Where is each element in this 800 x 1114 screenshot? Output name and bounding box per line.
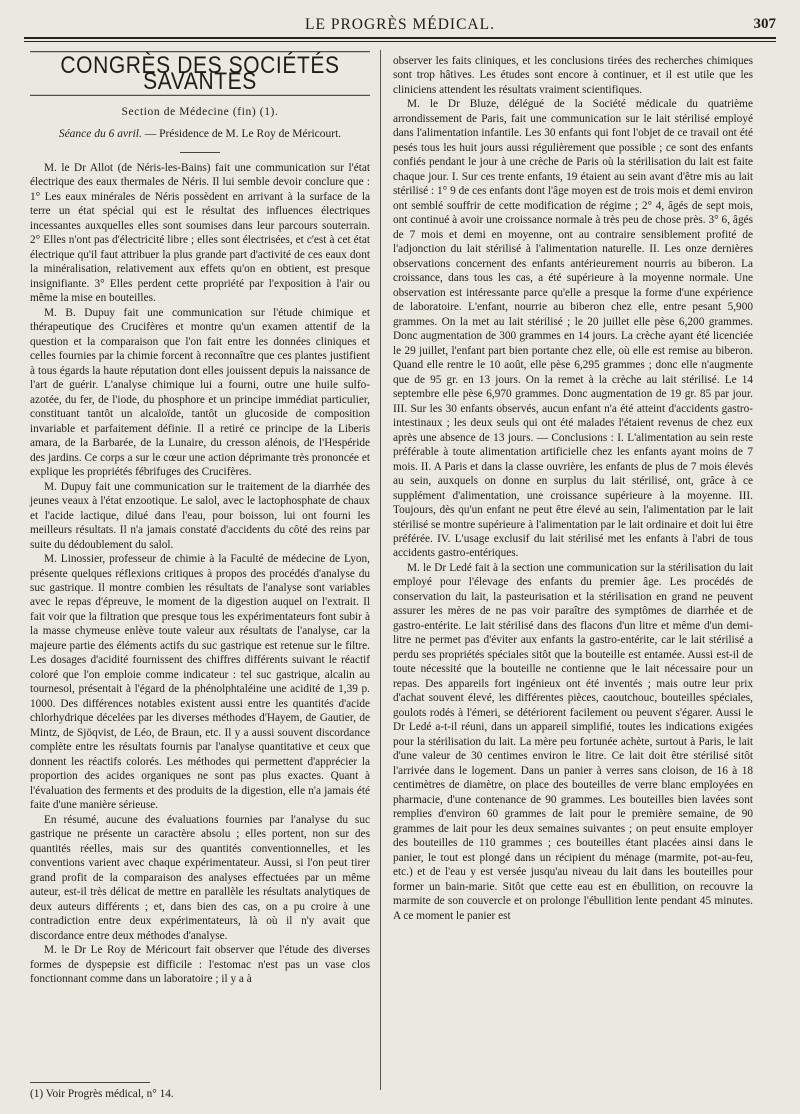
paragraph: En résumé, aucune des évaluations fournies par l'analyse du suc gastrique ne présente un caractère absolu ; elles portent, non sur des quantités réelles, mais sur des quantités conventionnelles, et les conventions varient avec chaque expérimentateur. Aussi, si l'on peut tirer grand profit de la comparaison des analyses effectuées par un même auteur, est-il très délicat de mettre en parallèle les résultats analytiques de deux auteurs différents ; et, dans bien des cas, on a pu croire à une contradiction entre deux expérimentateurs, là où il n'y avait que discordance entre deux méthodes d'analyse. — [30, 813, 370, 942]
paragraph: M. Linossier, professeur de chimie à la Faculté de médecine de Lyon, présente quelques réflexions critiques à propos des procédés d'analyse du suc gastrique. Il montre combien les résultats de l'analyse sont variables avec le repas d'épreuve, le moment de la digestion auquel on l'extrait. Il fait voir que la filtration que presque tous les expérimentateurs font subir à la masse chymeuse enlève toute valeur aux résultats de l'analyse, car la majeure partie des éléments actifs du suc gastrique est retenue sur le filtre. Les dosages d'acidité fournissent des chiffres différents suivant le réactif coloré que l'on emploie comme indicateur : tel suc gastrique, alcalin au tournesol, présentait à l'égard de la phénolphtaléine une acidité de 1,39 p. 1000. Des différences notables existent aussi entre les quantités d'acide chlorhydrique décelées par les diverses méthodes d'Hayem, de Gautier, de Mintz, de Sjöqvist, de Léo, de Braun, etc. Il y a aussi souvent discordance complète entre les résultats fournis par l'analyse quantitative et ceux que donnent les réactifs colorés. Les méthodes qui permettent d'apprécier la proportion des acides organiques ne sont pas plus exactes. Quant à l'évaluation des ferments et des produits de la digestion, elle n'a jamais été faite d'une manière sérieuse. — [30, 553, 370, 812]
journal-title: LE PROGRÈS MÉDICAL. — [305, 16, 495, 33]
paragraph: observer les faits cliniques, et les conclusions tirées des recherches chimiques sont trop hâtives. Les études sont encore à continuer, et il est utile que les cliniciens attendent les résultats vraiment scientifiques. — [393, 55, 753, 96]
section-title: CONGRÈS DES SOCIÉTÉS SAVANTES — [30, 51, 370, 96]
page-number: 307 — [753, 16, 776, 32]
column-divider — [380, 50, 381, 1090]
paragraph: M. Dupuy fait une communication sur le traitement de la diarrhée des jeunes veaux à l'état enzootique. Le salol, avec le lactophosphate de chaux et l'acide lactique, dilué dans l'eau, pour boisson, lui ont fourni les meilleurs résultats. Il n'a jamais constaté d'accidents du côté des reins par suite du dédoublement du salol. — [30, 480, 370, 551]
seance-line — [30, 127, 370, 141]
seance-date: Séance du 6 avril. — [58, 128, 142, 141]
footnote-rule — [30, 1082, 150, 1083]
paragraph: M. le Dr Allot (de Néris-les-Bains) fait une communication sur l'état électrique des eaux thermales de Néris. Il lui semble devoir conclure que : 1° Les eaux minérales de Néris possèdent en arrivant à la surface de la terre un état spécial qui est le résultat des influences électriques incessantes auxquelles elles sont soumises dans leur parcours souterrain. 2° Elles n'ont pas d'électricité libre ; elles sont électrisées, et c'est à cet état électrique qu'il faut attribuer la plus grande part d'activité de ces eaux dont la minéralisation, relativement aux effets qu'on en obtient, est presque insignifiante. 3° Elles perdent cette propriété par l'exposition à l'air ou même la mise en bouteilles. — [30, 161, 370, 305]
paragraph: M. le Dr Ledé fait à la section une communication sur la stérilisation du lait employé pour l'élevage des enfants du premier âge. Les procédés de conservation du lait, la pasteurisation et la stérilisation en grand ne peuvent assurer les mères de ne pas voir paraître des symptômes de diarrhée et de gastro-entérite. Le lait stérilisé dans des flacons d'un litre et même d'un demi-litre ne permet pas d'éviter aux enfants la gastro-entérite, car le lait stérilisé a perdu ses propriétés spéciales sitôt que la bouteille est entamée. Aussi est-il de toute nécessité que la bouteille ne contienne que le lait nécessaire pour un repas. Des appareils fort ingénieux ont été inventés ; mais outre leur prix d'achat souvent élevé, les différentes pièces, caoutchouc, bouteilles spéciales, goulots rodés à l'émeri, se détériorent facilement ou peuvent s'égarer. Aussi le Dr Ledé a-t-il réuni, dans un appareil simplifié, toutes les indications exigées pour la stérilisation du lait. La mère peu fortunée achète, surtout à Paris, le lait d'une valeur de 30 centimes environ le litre. Ce lait doit être stérilisé sitôt l'arrivée dans le logement. Dans un panier à verres sans cloison, de 16 à 18 centimètres de diamètre, on place des bouteilles de verre blanc employées en pharmacie, d'une contenance de 90 grammes. Les bouteilles bien lavées sont remplies d'environ 60 grammes de lait pour le première semaine, de 90 grammes de lait pour les deux semaines suivantes ; on peut ensuite employer des bouteilles de 110 grammes ; ces bouteilles étant placées ainsi dans le panier, le tout est plongé dans un récipient du ménage (marmite, pot-au-feu, etc.) et de l'eau y est versée jusqu'au niveau du lait dans les bouteilles pour former un bain-marie. Sitôt que cette eau est en ébullition, on recouvre la marmite de son couvercle et on prolonge l'ébullition lente pendant 45 minutes. A ce moment le panier est — [393, 561, 753, 922]
section-subhead: Section de Médecine (fin) (1). — [121, 105, 279, 118]
header-rule — [24, 37, 776, 42]
paragraph: M. B. Dupuy fait une communication sur l'étude chimique et thérapeutique des Crucifères et montre qu'un examen attentif de la question et la comparaison que l'on fait entre les données cliniques et celles fournies par la chimie forcent à reconnaître que ces plantes justifient à tous égards la haute réputation dont elles jouissent depuis la naissance de l'art de guérir. L'analyse chimique lui a fourni, outre une huile sulfo-azotée, du fer, de l'iode, du phosphore et un principe immédiat particulier, constituant tantôt un alcaloïde, tantôt un glucoside de composition invariable et parfaitement définie. Il a retiré ce principe de la Liberis amara, de la Barbarée, de la Lunaire, du cresson alénois, de l'Hespéride des jardins. Ce corps a sur le cœur une action déprimante très prononcée et explique les propriétés fébrifuges des Crucifères. — [30, 306, 370, 479]
footnote: (1) Voir Progrès médical, n° 14. — [30, 1088, 174, 1100]
small-rule — [180, 152, 220, 153]
paragraph: M. le Dr Bluze, délégué de la Société médicale du quatrième arrondissement de Paris, fait une communication sur le lait stérilisé employé dans l'alimentation infantile. Les 30 enfants qui font l'objet de ce travail ont été pesés tous les huit jours aussi régulièrement que possible ; ce sont des enfants confiés pendant le jour à une crèche de Paris où la stérilisation du lait est faite chaque jour. I. Sur ces trente enfants, 19 étaient au sein avant d'être mis au lait stérilisé : 1° 9 de ces enfants dont l'âge moyen est de trois mois et demi environ ont semblé souffrir de cette modification de régime ; 2° 4, âgés de sept mois, ont continué à avoir une croissance normale à très peu de chose près. 3° 6, âgés de 7 mois et demi en moyenne, ont au contraire sensiblement profité de l'adjonction du lait stérilisé à l'alimentation naturelle. II. Les onze dernières observations concernent des enfants antérieurement nourris au biberon. La croissance, dans tous les cas, a été supérieure à la moyenne normale. Une observation est intéressante parce qu'elle a presque la forme d'une expérience de laboratoire. L'enfant, nourrie au biberon chez elle, entre pesant 5,900 grammes. On la met au lait stérilisé ; le 20 juillet elle pèse 6,200 grammes. Donc augmentation de 300 grammes en 14 jours. La crèche ayant été licenciée le 29 juillet, l'enfant part bien portante chez elle, où elle est remise au biberon. Quand elle rentre le 10 août, elle pèse 6,295 grammes ; donc elle n'augmente que de 95 gr. en 13 jours. On la remet à la crèche au lait stérilisé. Le 14 septembre elle pèse 6,970 grammes. Donc augmentation de 19 gr. 85 par jour. III. Sur les 30 enfants observés, aucun enfant n'a été atteint d'accidents gastro-intestinaux ; les deux seuls qui ont été malades l'étaient revenus de chez eux après une absence de 13 jours. — Conclusions : I. L'alimentation au sein reste préférable à toute alimentation artificielle chez les enfants ayant moins de 7 mois. II. A Paris et dans la classe ouvrière, les enfants de plus de 7 mois élevés au sein, auxquels on donne en surplus du lait stérilisé, ont, grâce à ce supplément d'alimentation, une croissance supérieure à la moyenne. III. Toujours, dès qu'un enfant ne peut être élevé au sein, l'alimentation par le lait stérilisé se montre supérieure à l'alimentation par le lait ordinaire et doit lui être préférée. IV. L'usage exclusif du lait stérilisé met les enfants à l'abri de tous accidents gastro-entériques. — [393, 98, 753, 560]
left-column — [30, 50, 370, 987]
seance-presidence: — Présidence de M. Le Roy de Méricourt. — [141, 128, 342, 141]
right-column — [393, 54, 753, 923]
paragraph: M. le Dr Le Roy de Méricourt fait observer que l'étude des diverses formes de dyspepsie est difficile : l'estomac n'est pas un vase clos fonctionnant comme dans un laboratoire ; il y a à — [30, 944, 370, 986]
